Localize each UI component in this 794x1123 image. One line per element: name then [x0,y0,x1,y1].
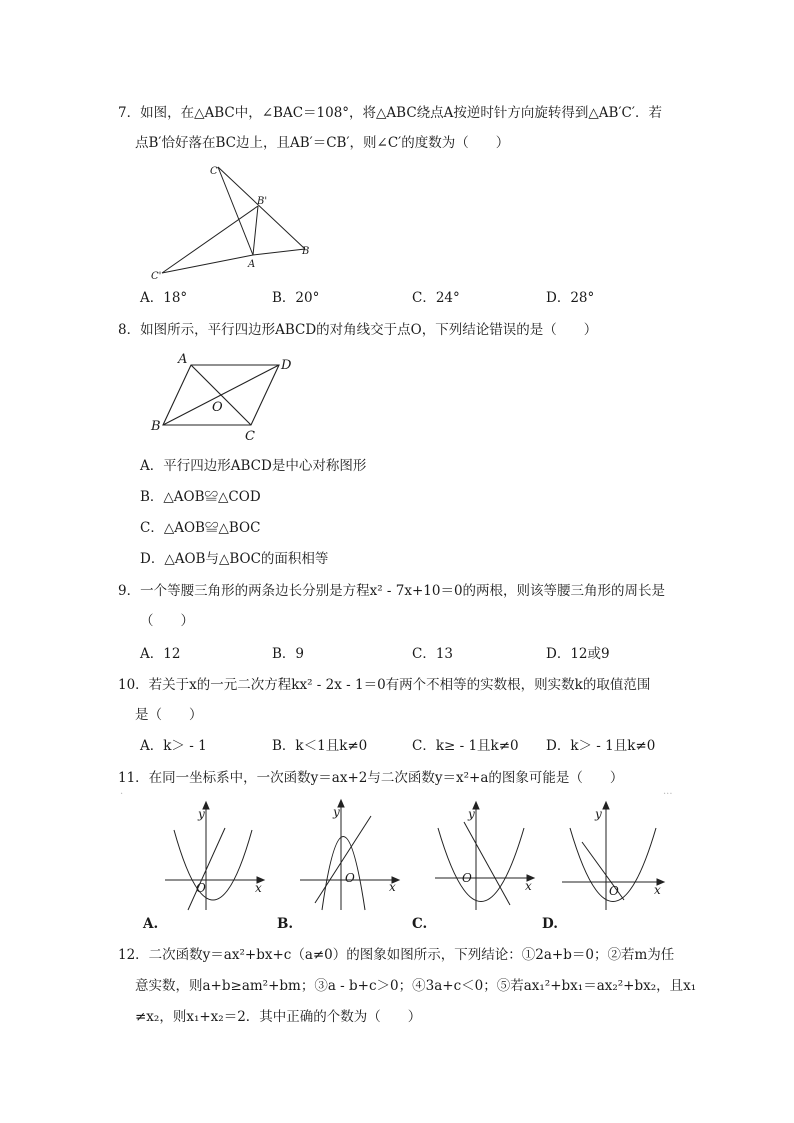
q11-option-a[interactable]: A. [143,916,159,932]
q9-option-a[interactable]: A．12 [140,646,181,662]
q7-option-b[interactable]: B．20° [272,290,320,306]
q12-text-line2: 意实数，则a+b≥am²+bm；③a - b+c＞0；④3a+c＜0；⑤若ax₁²+bx₁＝ax₂²+bx₂，且x₁ [135,978,697,994]
q11a-origin-label: O [196,881,206,895]
q9-option-d[interactable]: D．12或9 [546,646,610,662]
q11-graph-d [560,800,670,915]
q8-option-d[interactable]: D．△AOB与△BOC的面积相等 [140,551,329,567]
q11c-origin-label: O [462,871,472,885]
q9-text-line1: 9．一个等腰三角形的两条边长分别是方程x² - 7x+10＝0的两根，则该等腰三角形的周长是 [118,583,666,599]
dots-left: · [120,789,124,800]
q11-option-c[interactable]: C. [412,916,428,932]
q8-label-d: D [281,358,292,373]
q7-option-d[interactable]: D．28° [546,290,595,306]
q11-graph-b [295,798,405,913]
q7-label-c: C [210,166,218,177]
q10-option-d[interactable]: D．k＞ - 1且k≠0 [546,738,656,754]
q11-option-b[interactable]: B. [277,916,294,932]
q8-label-a: A [178,352,188,367]
q11d-y-label: y [595,807,602,821]
q11b-origin-label: O [345,871,355,885]
q7-option-c[interactable]: C．24° [412,290,460,306]
q8-label-o: O [212,400,223,415]
q7-option-a[interactable]: A．18° [140,290,188,306]
q8-label-c: C [245,429,255,444]
q12-text-line3: ≠x₂，则x₁+x₂＝2．其中正确的个数为（ ） [135,1009,422,1025]
q7-label-bprime: B' [257,196,268,207]
q11-graph-a [160,800,270,915]
q10-text-line1: 10．若关于x的一元二次方程kx² - 2x - 1＝0有两个不相等的实数根，则实数k的取值范围 [118,677,651,693]
q11a-y-label: y [198,807,205,821]
q7-text-line2: 点B′恰好落在BC边上，且AB′＝CB′，则∠C′的度数为（ ） [135,135,510,151]
q11b-y-label: y [333,805,340,819]
q9-text-line2: （ ） [140,613,194,629]
q11d-x-label: x [654,883,661,897]
q9-option-c[interactable]: C．13 [412,646,454,662]
q10-option-a[interactable]: A．k＞ - 1 [140,738,207,754]
q7-figure [150,160,320,285]
q7-label-a: A [248,259,256,270]
q11a-x-label: x [255,881,262,895]
q11d-origin-label: O [609,884,619,898]
q11-option-d[interactable]: D. [542,916,558,932]
q11b-x-label: x [389,880,396,894]
q8-option-c[interactable]: C．△AOB≌△BOC [140,520,261,536]
q11c-y-label: y [468,807,475,821]
q7-text-line1: 7．如图，在△ABC中，∠BAC＝108°，将△ABC绕点A按逆时针方向旋转得到△AB′C′．若 [118,105,662,121]
q8-figure [148,350,298,445]
q11c-x-label: x [525,879,532,893]
q8-option-b[interactable]: B．△AOB≌△COD [140,489,261,505]
q8-label-b: B [151,419,161,434]
q8-option-a[interactable]: A．平行四边形ABCD是中心对称图形 [140,458,367,474]
q10-option-b[interactable]: B．k＜1且k≠0 [272,738,368,754]
q10-option-c[interactable]: C．k≥ - 1且k≠0 [412,738,519,754]
q11-text-line1: 11．在同一坐标系中，一次函数y＝ax+2与二次函数y＝x²+a的图象可能是（ ） [118,770,624,786]
q10-text-line2: 是（ ） [135,707,203,723]
q7-label-cprime: C' [151,271,162,282]
q8-text-line1: 8．如图所示，平行四边形ABCD的对角线交于点O，下列结论错误的是（ ） [118,322,598,338]
q7-label-b: B [302,246,310,257]
q12-text-line1: 12．二次函数y＝ax²+bx+c（a≠0）的图象如图所示，下列结论：①2a+b＝0；②若m为任 [118,947,675,963]
dots-right: ··· [663,789,673,800]
q11-graph-c [430,800,540,915]
q9-option-b[interactable]: B．9 [272,646,305,662]
